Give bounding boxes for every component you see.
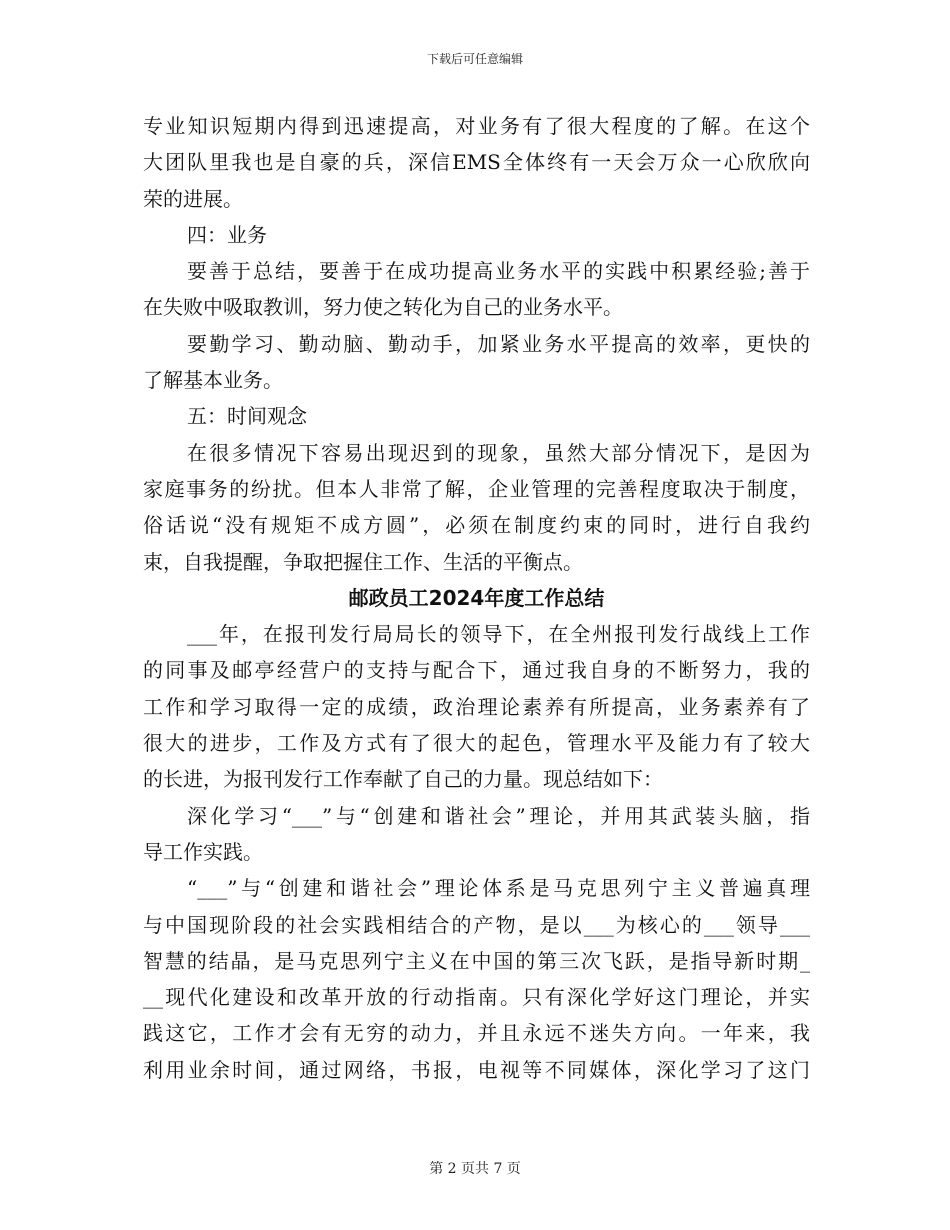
text-line: 工作和学习取得一定的成绩，政治理论素养有所提高，业务素养有了: [143, 694, 810, 719]
text-line: __现代化建设和改革开放的行动指南。只有深化学好这门理论，并实: [143, 985, 810, 1010]
text-line: 践这它，工作才会有无穷的动力，并且永远不迷失方向。一年来，我: [143, 1021, 810, 1046]
page-footer: 第 2 页共 7 页: [429, 1161, 521, 1177]
text-line: 的长进，为报刊发行工作奉献了自己的力量。现总结如下：: [143, 767, 663, 792]
text-line: 大团队里我也是自豪的兵，深信EMS全体终有一天会万众一心欣欣向: [143, 150, 810, 175]
text-line: 的同事及邮亭经营户的支持与配合下，通过我自身的不断努力，我的: [143, 658, 810, 683]
text-line: 很大的进步，工作及方式有了很大的起色，管理水平及能力有了较大: [143, 731, 810, 756]
text-line: 智慧的结晶，是马克思列宁主义在中国的第三次飞跃，是指导新时期_: [143, 948, 810, 973]
text-line: 家庭事务的纷扰。但本人非常了解，企业管理的完善程度取决于制度，: [143, 476, 810, 501]
text-line: 束，自我提醒，争取把握住工作、生活的平衡点。: [143, 549, 583, 574]
text-line: 要勤学习、勤动脑、勤动手，加紧业务水平提高的效率，更快的: [187, 331, 810, 356]
text-line: 在很多情况下容易出现迟到的现象，虽然大部分情况下，是因为: [187, 440, 810, 465]
text-line: 荣的进展。: [143, 186, 243, 211]
section-heading: 四：业务: [187, 222, 267, 247]
section-heading: 五：时间观念: [187, 404, 307, 429]
document-title: 邮政员工2024年度工作总结: [348, 585, 605, 610]
text-line: ___年，在报刊发行局局长的领导下，在全州报刊发行战线上工作: [187, 622, 810, 647]
text-line: “___”与“创建和谐社会”理论体系是马克思列宁主义普遍真理: [187, 876, 810, 901]
text-line: 在失败中吸取教训，努力使之转化为自己的业务水平。: [143, 295, 623, 320]
page-header: 下载后可任意编辑: [426, 52, 523, 66]
text-line: 导工作实践。: [143, 839, 263, 864]
text-line: 要善于总结，要善于在成功提高业务水平的实践中积累经验;善于: [187, 259, 810, 284]
text-line: 与中国现阶段的社会实践相结合的产物，是以___为核心的___领导___: [143, 912, 810, 937]
text-line: 专业知识短期内得到迅速提高，对业务有了很大程度的了解。在这个: [143, 114, 810, 138]
text-line: 了解基本业务。: [143, 368, 283, 393]
text-line: 俗话说“没有规矩不成方圆”，必须在制度约束的同时，进行自我约: [143, 513, 810, 538]
document-body: [143, 108, 810, 1088]
text-line: 利用业余时间，通过网络，书报，电视等不同媒体，深化学习了这门: [143, 1057, 810, 1082]
text-line: 深化学习“___”与“创建和谐社会”理论，并用其武装头脑，指: [187, 803, 810, 828]
